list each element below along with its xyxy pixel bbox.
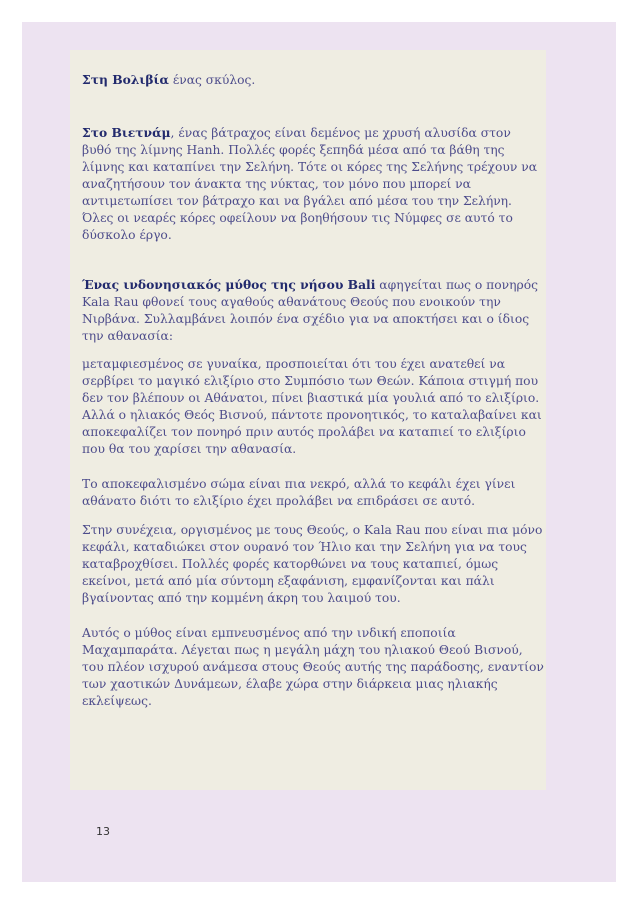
paragraph-lead: Στη Βολιβία <box>82 72 169 87</box>
paragraph-headless-body: Το αποκεφαλισμένο σώμα είναι πια νεκρό, αλλά το κεφάλι έχει γίνει αθάνατο διότι το ελιξίριο έχει προλάβει να επιδράσει σε αυτό. <box>82 477 516 508</box>
paragraph-vietnam <box>82 124 544 244</box>
paragraph-lead: Ένας ινδονησιακός μύθος της νήσου Bali <box>82 277 376 292</box>
paragraph-text: ένας σκύλος. <box>168 73 256 87</box>
paragraph-mahabharata: Αυτός ο μύθος είναι εμπνευσμένος από την ινδική εποποιία Μαχαμπαράτα. Λέγεται πως η μεγάλη μάχη του ηλιακού Θεού Βισνού, του πλέον ισχυρού ανάμεσα στους Θεούς αυτής της παράδοσης, εναντίον των χαοτικών Δυνάμεων, έλαβε χώρα στην διάρκεια μιας ηλιακής εκλείψεως. <box>82 626 544 708</box>
paragraph-bolivia <box>82 71 544 89</box>
paragraph-text: , ένας βάτραχος είναι δεμένος με χρυσή αλυσίδα στον βυθό της λίμνης Hanh. Πολλές φορές ξεπηδά μέσα από τα βάθη της λίμνης και καταπίνει την Σελήνη. Τότε οι κόρες της Σελήνης τρέχουν να αναζητήσουν τον άνακτα της νύκτας, τον μόνο που μπορεί να αντιμετωπίσει τον βάτραχο και να βγάλει από μέσα του την Σελήνη. Όλες οι νεαρές κόρες οφείλουν να βοηθήσουν τις Νύμφες σε αυτό το δύσκολο έργο. <box>82 126 538 242</box>
text-panel <box>70 50 546 790</box>
paragraph-text: αφηγείται πως ο πονηρός Kala Rau φθονεί τους αγαθούς αθανάτους Θεούς που ενοικούν την Νιρβάνα. Συλλαμβάνει λοιπόν ένα σχέδιο για να αποκτήσει και ο ίδιος την αθανασία: <box>82 278 539 343</box>
paragraph-pursuit: Στην συνέχεια, οργισμένος με τους Θεούς, ο Kala Rau που είναι πια μόνο κεφάλι, καταδιώκει στον ουρανό τον Ήλιο και την Σελήνη για να τους καταβροχθίσει. Πολλές φορές κατορθώνει να τους καταπιεί, όμως εκείνοι, μετά από μία σύντομη εξαφάνιση, εμφανίζονται και πάλι βγαίνοντας από την κομμένη άκρη του λαιμού του. <box>82 523 543 605</box>
paragraph-disguise: μεταμφιεσμένος σε γυναίκα, προσποιείται ότι του έχει ανατεθεί να σερβίρει το μαγικό ελιξίριο στο Συμπόσιο των Θεών. Κάποια στιγμή που δεν τον βλέπουν οι Αθάνατοι, πίνει βιαστικά μία γουλιά από το ελιξίριο. Αλλά ο ηλιακός Θεός Βισνού, πάντοτε προνοητικός, το καταλαβαίνει και αποκεφαλίζει τον πονηρό πριν αυτός προλάβει να καταπιεί το ελιξίριο που θα του χαρίσει την αθανασία. <box>82 357 542 456</box>
paragraph-bali <box>82 276 544 345</box>
paragraph-lead: Στο Βιετνάμ <box>82 125 171 140</box>
page-number: 13 <box>96 825 110 838</box>
